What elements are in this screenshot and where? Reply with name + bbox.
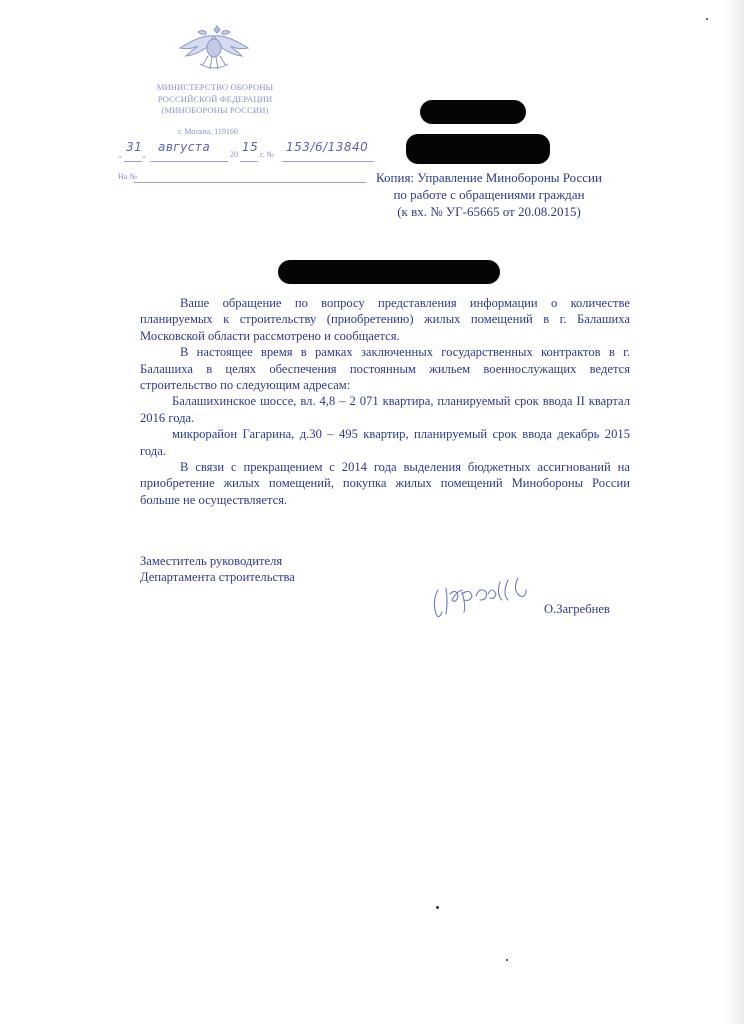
letter-body — [140, 295, 630, 508]
date-quote-open: „ — [118, 150, 122, 159]
handwritten-signature — [426, 572, 538, 622]
date-month: августа — [158, 140, 211, 154]
number-prefix: г. № — [260, 150, 275, 159]
body-paragraph: В настоящее время в рамках заключенных государственных контрактов в г. Балашиха в целях обеспечения постоянным жильем военнослужащих ведется строительство по следующим адресам: — [140, 345, 630, 393]
date-quote-close: „ — [142, 150, 146, 159]
ministry-name — [134, 82, 296, 117]
copy-line: Копия: Управление Минобороны России — [376, 170, 602, 185]
signatory-title — [140, 553, 295, 586]
ministry-line: (МИНОБОРОНЫ РОССИИ) — [161, 105, 269, 116]
date-year: 15 — [242, 140, 259, 154]
redaction-bar — [406, 134, 550, 164]
ministry-line: МИНИСТЕРСТВО ОБОРОНЫ — [156, 82, 274, 92]
redaction-bar — [420, 100, 526, 124]
scan-speck — [706, 18, 708, 20]
signatory-title-line: Заместитель руководителя — [140, 554, 283, 568]
outgoing-number: 153/6/13840 — [286, 140, 369, 154]
na-label: На № — [118, 172, 137, 181]
scan-edge-shadow — [722, 0, 744, 1024]
body-paragraph: В связи с прекращением с 2014 года выделения бюджетных ассигнований на приобретение жилых помещений, покупка жилых помещений Минобороны России больше не осуществляется. — [140, 460, 630, 507]
ministry-line: РОССИЙСКОЙ ФЕДЕРАЦИИ — [157, 93, 273, 104]
reference-line — [118, 172, 368, 186]
copy-line: (к вх. № УГ-65665 от 20.08.2015) — [397, 204, 581, 219]
body-paragraph: Ваше обращение по вопросу представления информации о количестве планируемых к строительству (приобретению) жилых помещений в г. Балашиха Московской области рассмотрено и сообщается. — [140, 296, 630, 343]
city-address: г. Москва, 119160 — [178, 127, 238, 136]
double-headed-eagle-emblem — [176, 24, 252, 72]
date-day: 31 — [126, 140, 143, 154]
registration-line — [118, 140, 376, 164]
signatory-name: О.Загребнев — [544, 602, 610, 616]
date-year-prefix: 20 — [230, 150, 238, 159]
address-item: микрорайон Гагарина, д.30 – 495 квартир, планируемый срок ввода декабрь 2015 года. — [140, 427, 630, 458]
address-item: Балашихинское шоссе, вл. 4,8 – 2 071 квартира, планируемый срок ввода II квартал 2016 года. — [140, 394, 630, 425]
copy-line: по работе с обращениями граждан — [393, 187, 585, 202]
signatory-title-line: Департамента строительства — [140, 570, 295, 585]
copy-recipient-block — [358, 169, 620, 220]
scan-speck — [436, 906, 439, 909]
scan-speck — [506, 959, 508, 961]
redaction-bar — [278, 260, 500, 284]
